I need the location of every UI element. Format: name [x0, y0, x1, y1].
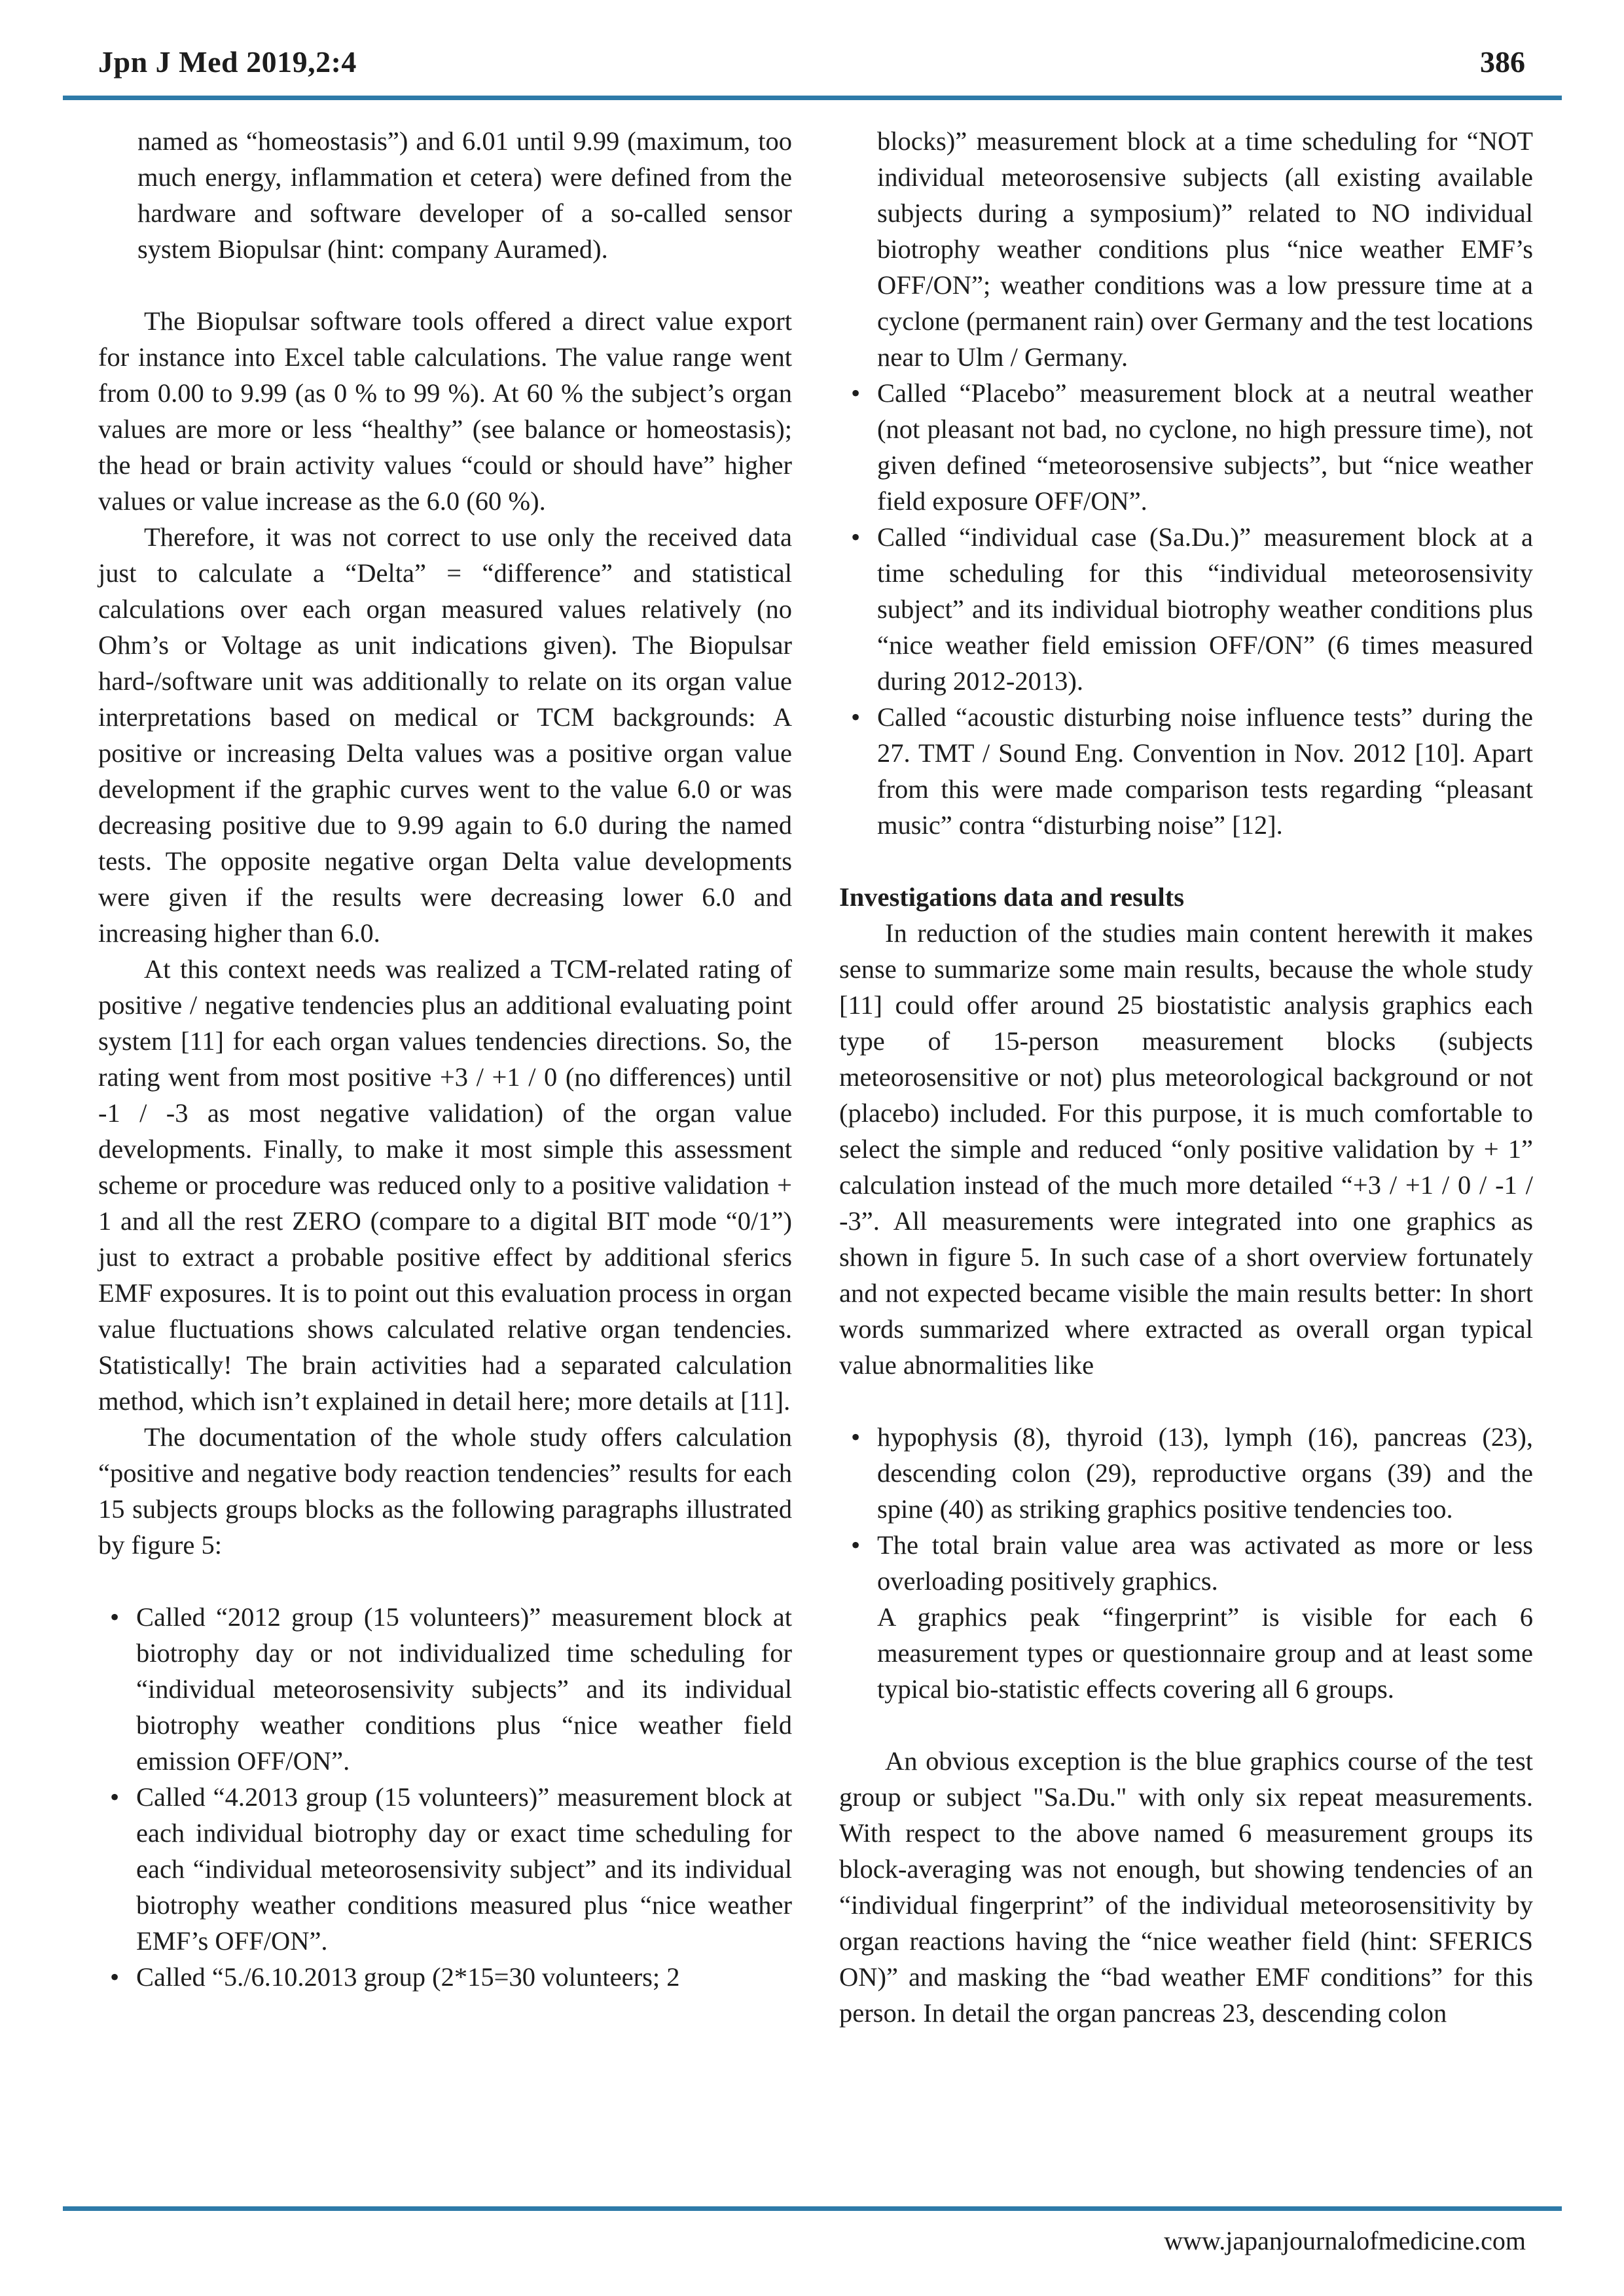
paragraph: An obvious exception is the blue graphics course of the test group or subject "Sa.Du." with only six repeat measurements. With respect to the above named 6 measurement groups its block-averaging was not enough, but showing tendencies of an “individual fingerprint” of the individual meteorosensitivity by organ reactions having the “nice weather field (hint: SFERICS ON)” and masking the “bad weather EMF conditions” for this person. In detail the organ pancreas 23, descending colon — [839, 1746, 1533, 2028]
list-item: • Called “5./6.10.2013 group (2*15=30 volunteers; 2 — [98, 1959, 792, 1995]
paragraph: named as “homeostasis”) and 6.01 until 9.99 (maximum, too much energy, inflammation et cetera) were defined from the hardware and software developer of a so-called sensor system Biopulsar (hint: company Auramed). — [137, 126, 792, 264]
paragraph: Therefore, it was not correct to use only the received data just to calculate a “Delta” = “difference” and statistical calculations over each organ measured values relatively (no Ohm’s or Voltage as unit indications given). The Biopulsar hard-/software unit was additionally to relate on its organ value interpretations based on medical or TCM backgrounds: A positive or increasing Delta values was a positive organ value development if the graphic curves went to the value 6.0 or was decreasing positive due to 9.99 again to 6.0 during the named tests. The opposite negative organ Delta value developments were given if the results were decreasing lower 6.0 and increasing higher than 6.0. — [98, 522, 792, 948]
paragraph: A graphics peak “fingerprint” is visible for each 6 measurement types or questionnaire group and at least some typical bio-statistic effects covering all 6 groups. — [877, 1602, 1533, 1704]
group-list — [839, 375, 1533, 843]
journal-url: www.japanjournalofmedicine.com — [1164, 2226, 1526, 2255]
list-item: • Called “4.2013 group (15 volunteers)” measurement block at each individual biotrophy day or exact time scheduling for each “individual meteorosensivity subject” and its individual biotrophy weather conditions measured plus “nice weather EMF’s OFF/ON”. — [98, 1779, 792, 1959]
list-item: • Called “Placebo” measurement block at a neutral weather (not pleasant not bad, no cyclone, no high pressure time), not given defined “meteorosensive subjects”, but “nice weather field exposure OFF/ON”. — [839, 375, 1533, 519]
paragraph: The documentation of the whole study offers calculation “positive and negative body reaction tendencies” results for each 15 subjects groups blocks as the following paragraphs illustrated by figure 5: — [98, 1422, 792, 1560]
paragraph: At this context needs was realized a TCM-related rating of positive / negative tendencies plus an additional evaluating point system [11] for each organ values tendencies directions. So, the rating went from most positive +3 / +1 / 0 (no differences) until -1 / -3 as most negative validation) of the organ value developments. Finally, to make it most simple this assessment scheme or procedure was reduced only to a positive validation + 1 and all the rest ZERO (compare to a digital BIT mode “0/1”) just to extract a probable positive effect by additional sferics EMF exposures. It is to point out this evaluation process in organ value fluctuations shows calculated relative organ tendencies. Statistically! The brain activities had a separated calculation method, which isn’t explained in detail here; more details at [11]. — [98, 954, 792, 1416]
results-list — [839, 1419, 1533, 1599]
paragraph: The Biopulsar software tools offered a direct value export for instance into Excel table calculations. The value range went from 0.00 to 9.99 (as 0 % to 99 %). At 60 % the subject’s organ values are more or less “healthy” (see balance or homeostasis); the head or brain activity values “could or should have” higher values or value increase as the 6.0 (60 %). — [98, 306, 792, 516]
page-header — [98, 45, 1525, 90]
list-item: • The total brain value area was activated as more or less overloading positively graphics. — [839, 1527, 1533, 1599]
list-item: • Called “2012 group (15 volunteers)” measurement block at biotrophy day or not individualized time scheduling for “individual meteorosensivity subjects” and its individual biotrophy weather conditions plus “nice weather field emission OFF/ON”. — [98, 1599, 792, 1779]
section-heading: Investigations data and results — [839, 882, 1184, 912]
left-column — [98, 123, 792, 1995]
header-rule — [63, 96, 1562, 100]
list-item: • hypophysis (8), thyroid (13), lymph (16), pancreas (23), descending colon (29), reproductive organs (39) and the spine (40) as striking graphics positive tendencies too. — [839, 1419, 1533, 1527]
page-number: 386 — [1480, 45, 1525, 79]
paragraph: In reduction of the studies main content herewith it makes sense to summarize some main results, because the whole study [11] could offer around 25 biostatistic analysis graphics each type of 15-person measurement blocks (subjects meteorosensitive or not) plus meteorological background or not (placebo) included. For this purpose, it is much comfortable to select the simple and reduced “only positive validation by + 1” calculation instead of the much more detailed “+3 / +1 / 0 / -1 / -3”. All measurements were integrated into one graphics as shown in figure 5. In such case of a short overview fortunately and not expected became visible the main results better: In short words summarized where extracted as overall organ typical value abnormalities like — [839, 918, 1533, 1380]
footer-rule — [63, 2206, 1562, 2211]
group-list — [98, 1599, 792, 1995]
journal-title: Jpn J Med 2019,2:4 — [98, 45, 357, 79]
list-item: • Called “acoustic disturbing noise influence tests” during the 27. TMT / Sound Eng. Convention in Nov. 2012 [10]. Apart from this were made comparison tests regarding “pleasant music” contra “disturbing noise” [12]. — [839, 699, 1533, 843]
right-column — [839, 123, 1533, 2031]
list-item: • Called “individual case (Sa.Du.)” measurement block at a time scheduling for this “individual meteorosensivity subject” and its individual biotrophy weather conditions plus “nice weather field emission OFF/ON” (6 times measured during 2012-2013). — [839, 519, 1533, 699]
paragraph: blocks)” measurement block at a time scheduling for “NOT individual meteorosensive subjects (all existing available subjects during a symposium)” related to NO individual biotrophy weather conditions plus “nice weather EMF’s OFF/ON”; weather conditions was a low pressure time at a cyclone (permanent rain) over Germany and the test locations near to Ulm / Germany. — [877, 126, 1533, 372]
